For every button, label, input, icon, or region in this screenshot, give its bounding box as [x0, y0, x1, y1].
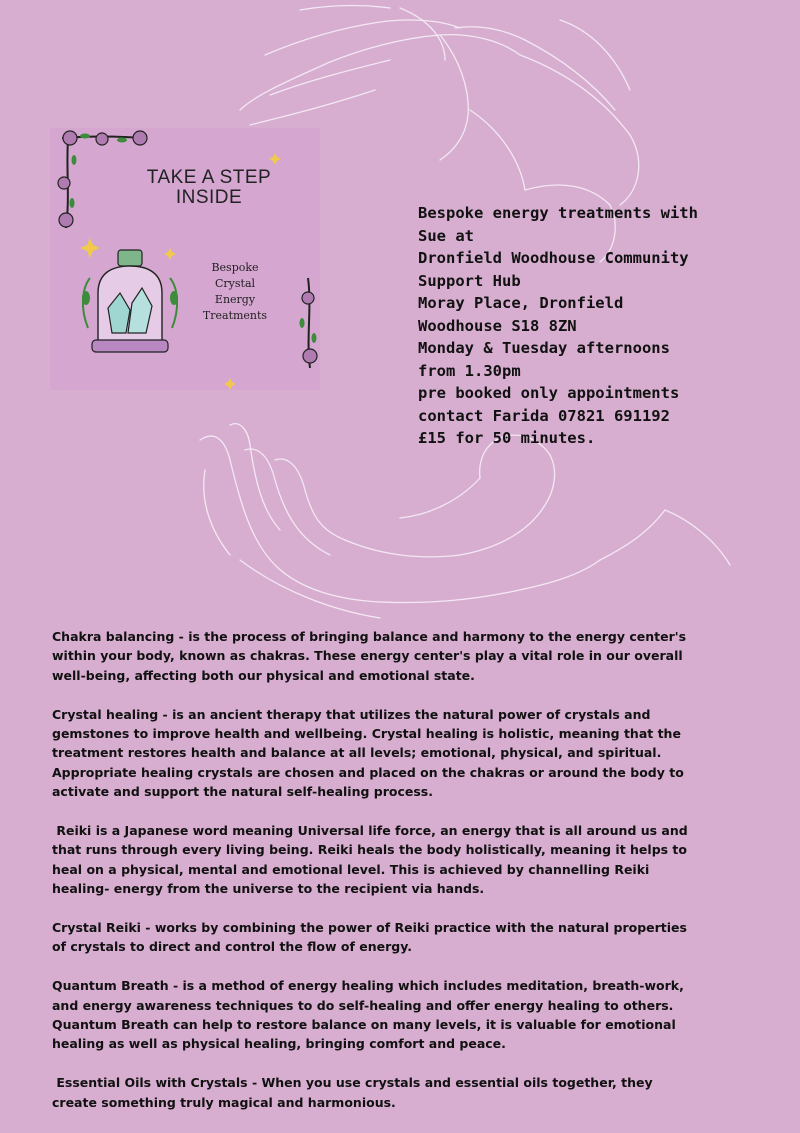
- paragraph-reiki: [52, 821, 762, 899]
- paragraph-line: Essential Oils with Crystals - When you use crystals and essential oils together, they: [52, 1075, 653, 1091]
- paragraph-line: and energy awareness techniques to do self-healing and offer energy healing to others.: [52, 997, 674, 1013]
- logo-subtitle-line: Treatments: [202, 309, 268, 322]
- logo-title-line: INSIDE: [175, 187, 243, 208]
- paragraph-line: well-being, affecting both our physical and emotional state.: [52, 667, 475, 683]
- paragraph-line: of crystals to direct and control the flow of energy.: [52, 939, 412, 955]
- details-line: Woodhouse S18 8ZN: [418, 316, 577, 335]
- details-line: Monday & Tuesday afternoons: [418, 339, 670, 357]
- details-line: Dronfield Woodhouse Community: [418, 249, 689, 267]
- paragraph-line: heal on a physical, mental and emotional level. This is achieved by channelling Reiki: [52, 861, 650, 877]
- paragraph-line: healing- energy from the universe to the recipient via hands.: [52, 881, 485, 897]
- paragraph-line: create something truly magical and harmonious.: [52, 1094, 396, 1110]
- paragraph-crystal-reiki: [52, 918, 762, 957]
- paragraph-line: Crystal healing - is an ancient therapy that utilizes the natural power of crystals and: [52, 706, 651, 722]
- details-line: Moray Place, Dronfield: [418, 294, 624, 312]
- paragraph-line: Reiki is a Japanese word meaning Universal life force, an energy that is all around us and: [52, 823, 688, 839]
- rose-vine-icon: [300, 278, 318, 368]
- paragraph-line: activate and support the natural self-healing process.: [52, 784, 433, 800]
- paragraph-line: Chakra balancing - is the process of bringing balance and harmony to the energy center's: [52, 629, 687, 644]
- details-line: Support Hub: [418, 271, 521, 290]
- logo-title-line: TAKE A STEP: [146, 167, 272, 188]
- logo-card: [50, 128, 320, 390]
- paragraph-line: within your body, known as chakras. These energy center's play a vital role in our overall: [52, 648, 683, 664]
- details-line: contact Farida 07821 691192: [418, 406, 670, 425]
- paragraph-quantum-breath: [52, 976, 762, 1054]
- details-line: Sue at: [418, 226, 474, 245]
- logo-subtitle: [180, 260, 290, 324]
- logo-subtitle-line: Energy: [214, 293, 256, 306]
- crystal-jar-icon: [82, 250, 178, 352]
- paragraph-crystal-healing: [52, 705, 762, 802]
- details-line: £15 for 50 minutes.: [418, 429, 596, 447]
- paragraph-line: Crystal Reiki - works by combining the power of Reiki practice with the natural properties: [52, 920, 687, 936]
- paragraph-line: healing as well as physical healing, bringing comfort and peace.: [52, 1036, 506, 1052]
- paragraph-line: Appropriate healing crystals are chosen and placed on the chakras or around the body to: [52, 764, 684, 780]
- logo-subtitle-line: Crystal: [214, 277, 256, 290]
- paragraph-line: gemstones to improve health and wellbeing. Crystal healing is holistic, meaning that the: [52, 726, 681, 742]
- treatment-descriptions: [52, 627, 762, 1131]
- details-line: Bespoke energy treatments with: [418, 204, 698, 222]
- paragraph-line: Quantum Breath can help to restore balance on many levels, it is valuable for emotional: [52, 1017, 676, 1033]
- details-line: pre booked only appointments: [418, 384, 680, 402]
- paragraph-line: treatment restores health and balance at all levels; emotional, physical, and spiritual.: [52, 745, 662, 761]
- paragraph-chakra-balancing: [52, 627, 762, 685]
- appointment-details: [418, 202, 748, 450]
- logo-subtitle-line: Bespoke: [211, 261, 259, 274]
- paragraph-line: that runs through every living being. Reiki heals the body holistically, meaning it helps to: [52, 842, 687, 858]
- paragraph-essential-oils: [52, 1073, 762, 1112]
- logo-title: [114, 168, 304, 208]
- paragraph-line: Quantum Breath - is a method of energy healing which includes meditation, breath-work,: [52, 978, 684, 994]
- details-line: from 1.30pm: [418, 361, 521, 380]
